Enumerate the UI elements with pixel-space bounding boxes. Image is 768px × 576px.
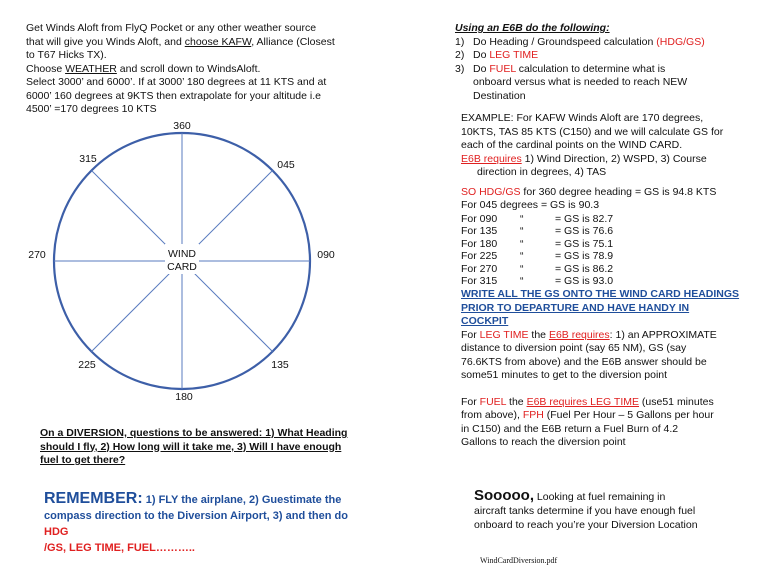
- heading-180-label: 180: [175, 391, 193, 403]
- heading-315-label: 315: [79, 153, 97, 165]
- center-label-card: CARD: [167, 261, 197, 273]
- intro-line: Get Winds Aloft from FlyQ Pocket or any other weather source: [26, 22, 317, 34]
- right-column: [455, 22, 755, 450]
- leg-time-paragraph: For LEG TIME the E6B requires: 1) an APPROXIMATE distance to diversion point (say 65 NM), GS (say 76.6KTS from above) and the E6B answer should be some51 minutes to get to the diversion point: [461, 328, 717, 382]
- step-item: 1) Do Heading / Groundspeed calculation (HDG/GS): [455, 35, 705, 48]
- gs-results: SO HDG/GS for 360 degree heading = GS is 94.8 KTS For 045 degrees = GS is 90.3 For 090 “ = GS is 82.7 For 135 “ = GS is 76.6 For 180 “ = GS is 75.1 For 225 “ = GS is 78.9 For 270 “ = GS is 86.2 For 315 “ = GS is 93.0 WRITE ALL THE GS ONTO THE WIND CARD HEADINGS PRIOR TO DEPARTURE AND HAVE HANDY IN COCKPIT For LEG TIME the E6B requires: 1) an APPROXIMATE distance to diversion point (say 65 NM), GS (say 76.6KTS from above) and the E6B answer should be some51 minutes to get to the diversion point For FUEL the E6B requires LEG TIME (use51 minutes from above), FPH (Fuel Per Hour – 5 Gallons per hour in C150) and the E6B return a Fuel Burn of 4.2 Gallons to reach the diversion point: [455, 186, 755, 450]
- e6b-heading: Using an E6B do the following:: [455, 22, 610, 34]
- gs-row: For 090 “ = GS is 82.7: [461, 212, 614, 225]
- heading-270-label: 270: [28, 249, 46, 261]
- intro-line: Select 3000’ and 6000’. If at 3000’ 180 degrees at 11 KTS and at: [26, 76, 327, 88]
- write-all-note: WRITE ALL THE GS ONTO THE WIND CARD HEADINGS PRIOR TO DEPARTURE AND HAVE HANDY IN COCKPIT: [461, 288, 740, 328]
- soooo-note: Sooooo, Looking at fuel remaining in aircraft tanks determine if you have enough fuel onboard to reach you’re your Diversion Location: [474, 487, 698, 531]
- intro-line: that will give you Winds Aloft, and choose KAFW, Alliance (Closest: [26, 35, 335, 48]
- step-item: 2) Do LEG TIME: [455, 49, 539, 61]
- heading-135-label: 135: [271, 359, 289, 371]
- weather-word: WEATHER: [65, 62, 117, 75]
- fuel-paragraph: For FUEL the E6B requires LEG TIME (use51 minutes from above), FPH (Fuel Per Hour – 5 Gallons per hour in C150) and the E6B return a Fuel Burn of 4.2 Gallons to reach the diversion point: [461, 395, 714, 449]
- gs-row: For 270 “ = GS is 86.2: [461, 262, 614, 275]
- heading-090-label: 090: [317, 249, 335, 261]
- wind-card-svg: [20, 118, 380, 408]
- intro-paragraph: [26, 22, 356, 117]
- gs-row: For 225 “ = GS is 78.9: [461, 250, 614, 263]
- wind-card-diagram: [20, 118, 380, 408]
- diversion-questions: On a DIVERSION, questions to be answered: 1) What Heading should I fly, 2) How long will it take me, 3) Will I have enough fuel to get there?: [40, 427, 348, 466]
- e6b-steps: 1) Do Heading / Groundspeed calculation (HDG/GS) 2) Do LEG TIME 3) Do FUEL calculation to determine what is onboard versus what is needed to reach NEW Destination: [455, 36, 755, 104]
- example-paragraph: EXAMPLE: For KAFW Winds Aloft are 170 degrees, 10KTS, TAS 85 KTS (C150) and we will calculate GS for each of the cardinal points on the WIND CARD. E6B requires 1) Wind Direction, 2) WSPD, 3) Course direction in degrees, 4) TAS: [461, 112, 724, 178]
- heading-045-label: 045: [277, 159, 295, 171]
- intro-line: 6000’ 160 degrees at 9KTS then extrapolate for your altitude i.e: [26, 89, 321, 102]
- center-label-wind: WIND: [168, 248, 196, 260]
- remember-note: REMEMBER: 1) FLY the airplane, 2) Guestimate the compass direction to the Diversion Airport, 3) and then do HDG /GS, LEG TIME, FUEL………..: [44, 490, 348, 554]
- intro-line: Choose WEATHER and scroll down to WindsAloft.: [26, 62, 261, 75]
- step-item: 3) Do FUEL calculation to determine what is: [455, 62, 666, 75]
- heading-360-label: 360: [173, 120, 191, 132]
- gs-row: For 315 “ = GS is 93.0: [461, 275, 614, 288]
- remember-heading: REMEMBER:: [44, 490, 143, 507]
- intro-line: 4500’ =170 degrees 10 KTS: [26, 103, 157, 115]
- gs-row: For 135 “ = GS is 76.6: [461, 225, 614, 238]
- choose-kafw: choose KAFW: [184, 35, 252, 48]
- footer-filename: WindCardDiversion.pdf: [480, 556, 558, 565]
- gs-row: For 180 “ = GS is 75.1: [461, 237, 614, 250]
- heading-225-label: 225: [78, 359, 96, 371]
- intro-line: to T67 Hicks TX).: [26, 49, 107, 61]
